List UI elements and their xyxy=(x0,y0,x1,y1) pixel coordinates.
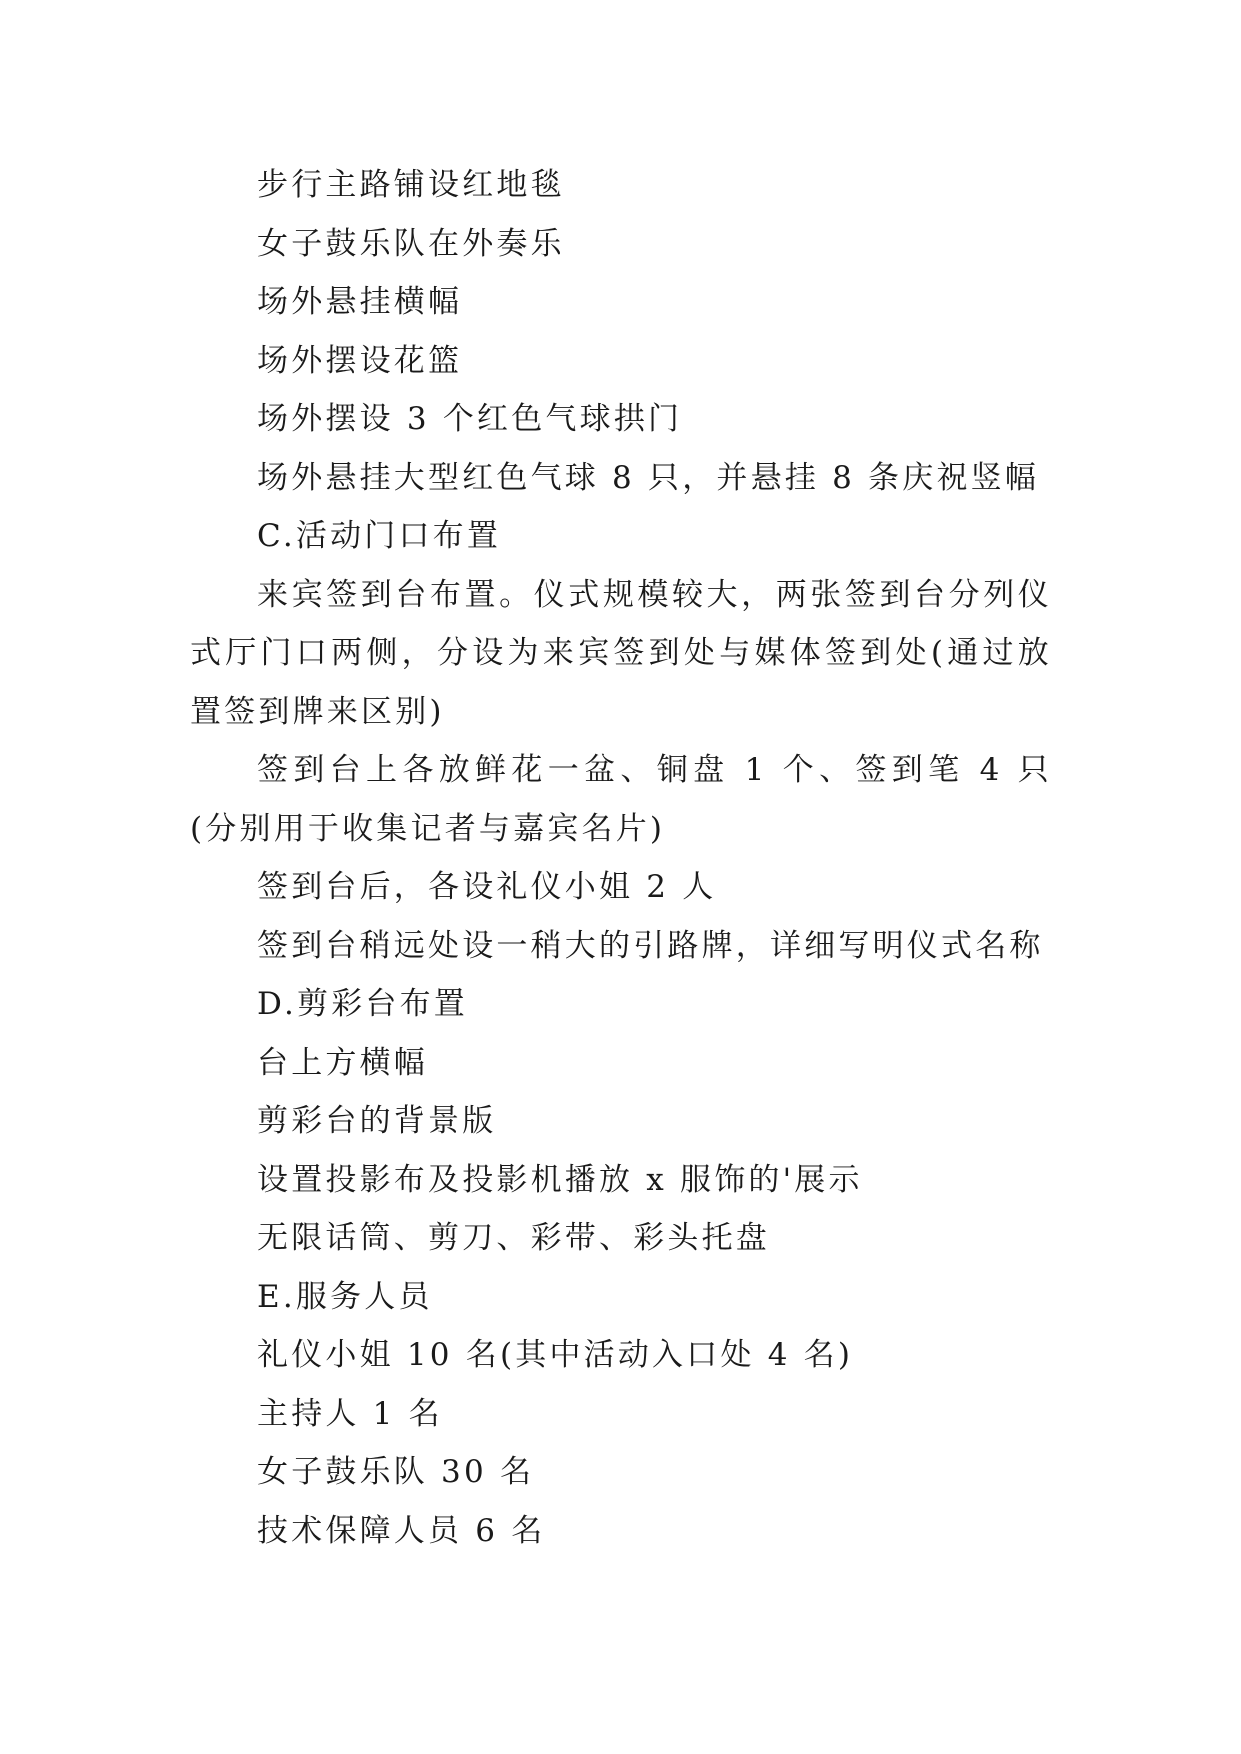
section-heading: C.活动门口布置 xyxy=(257,518,502,554)
paragraph: 签到台后，各设礼仪小姐 2 人 xyxy=(257,869,717,905)
paragraph: 剪彩台的背景版 xyxy=(257,1103,497,1139)
paragraph: 场外摆设花篮 xyxy=(257,342,463,379)
paragraph: 无限话筒、剪刀、彩带、彩头托盘 xyxy=(257,1220,770,1256)
paragraph: 礼仪小姐 10 名(其中活动入口处 4 名) xyxy=(257,1337,854,1373)
section-heading: D.剪彩台布置 xyxy=(257,986,469,1022)
paragraph: 签到台上各放鲜花一盆、铜盘 1 个、签到笔 4 只(分别用于收集记者与嘉宾名片) xyxy=(190,752,1052,847)
paragraph: 步行主路铺设红地毯 xyxy=(257,167,565,203)
paragraph: 台上方横幅 xyxy=(257,1044,428,1081)
paragraph: 女子鼓乐队在外奏乐 xyxy=(257,225,565,262)
paragraph: 场外悬挂横幅 xyxy=(257,284,463,320)
paragraph: 场外悬挂大型红色气球 8 只，并悬挂 8 条庆祝竖幅 xyxy=(257,459,1040,496)
paragraph: 来宾签到台布置。仪式规模较大，两张签到台分列仪式厅门口两侧，分设为来宾签到处与媒体签到处(通过放置签到牌来区别) xyxy=(190,576,1052,730)
section-heading: E.服务人员 xyxy=(257,1278,433,1315)
paragraph: 女子鼓乐队 30 名 xyxy=(257,1454,535,1490)
document-body xyxy=(190,156,1052,1560)
paragraph: 签到台稍远处设一稍大的引路牌，详细写明仪式名称 xyxy=(257,927,1044,964)
paragraph: 场外摆设 3 个红色气球拱门 xyxy=(257,401,683,437)
paragraph: 设置投影布及投影机播放 x 服饰的'展示 xyxy=(257,1161,863,1198)
paragraph: 技术保障人员 6 名 xyxy=(257,1512,546,1549)
paragraph: 主持人 1 名 xyxy=(257,1395,443,1432)
